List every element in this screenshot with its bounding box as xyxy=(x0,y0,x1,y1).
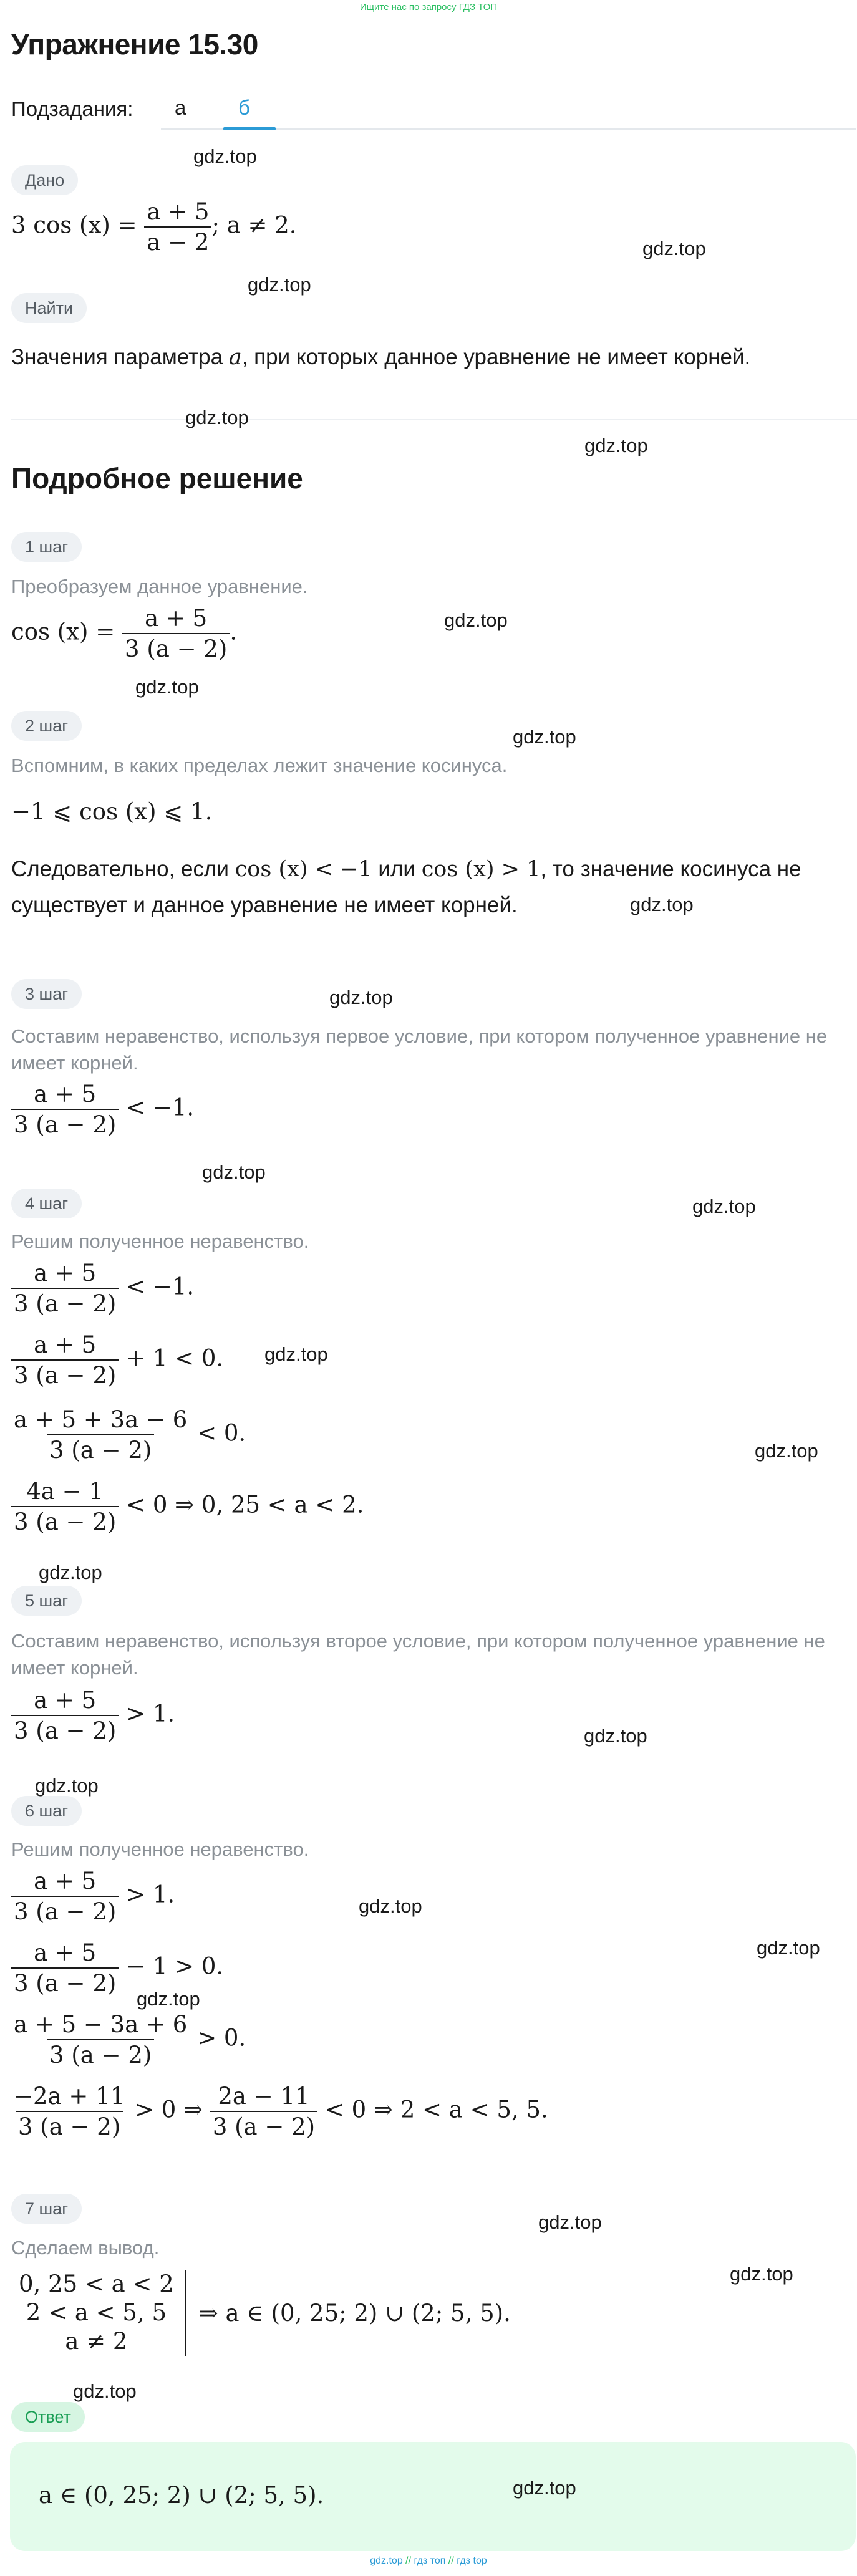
step-1-badge: 1 шаг xyxy=(11,532,82,562)
step-7-caption: Сделаем вывод. xyxy=(11,2237,160,2259)
watermark: gdz.top xyxy=(185,407,249,428)
condition-1: 0, 25 < a < 2 xyxy=(19,2270,174,2297)
find-text: Значения параметра a, при которых данное уравнение не имеет корней. xyxy=(11,345,751,370)
step-6-line-3: $\frac{a + 5 - 3a + 6}{3 (a - 2)}$ > 0. xyxy=(14,2011,246,2068)
step-6-line-2: $\frac{a + 5}{3 (a - 2)}$ − 1 > 0. xyxy=(11,1939,223,1997)
step-5-inequality: $\frac{a + 5}{3 (a - 2)}$ > 1. xyxy=(11,1687,175,1744)
step-1-formula: cos (x) = $\frac{a + 5}{3 (a - 2)}$ . xyxy=(11,605,238,662)
watermark: gdz.top xyxy=(359,1895,422,1917)
page-title: Упражнение 15.30 xyxy=(11,28,258,60)
footer-link-2[interactable]: гдз топ xyxy=(414,2555,446,2566)
watermark: gdz.top xyxy=(202,1161,266,1183)
step-5-badge: 5 шаг xyxy=(11,1586,82,1616)
watermark: gdz.top xyxy=(584,1725,647,1747)
watermark: gdz.top xyxy=(248,274,311,296)
step-4-line-4: $\frac{4a - 1}{3 (a - 2)}$ < 0 ⇒ 0, 25 < a < 2. xyxy=(11,1478,364,1535)
tab-b[interactable]: б xyxy=(238,96,250,119)
given-badge: Дано xyxy=(11,165,78,195)
tab-a[interactable]: а xyxy=(175,96,186,119)
answer-value: a ∈ (0, 25; 2) ∪ (2; 5, 5). xyxy=(39,2482,324,2509)
watermark: gdz.top xyxy=(513,726,576,748)
footer-links: gdz.top // гдз топ // гдз top xyxy=(370,2555,487,2566)
top-note: Ищите нас по запросу ГДЗ ТОП xyxy=(359,2,498,12)
step-2-text: Следовательно, если cos (x) < −1 или cos (x) > 1, то значение косинуса не существует и данное уравнение не имеет корней. xyxy=(11,857,801,917)
step-4-line-2: $\frac{a + 5}{3 (a - 2)}$ + 1 < 0. xyxy=(11,1331,223,1389)
footer-link-1[interactable]: gdz.top xyxy=(370,2555,403,2566)
watermark: gdz.top xyxy=(135,676,199,698)
watermark: gdz.top xyxy=(444,609,508,631)
conclusion-result: ⇒ a ∈ (0, 25; 2) ∪ (2; 5, 5). xyxy=(198,2299,511,2327)
step-2-badge: 2 шаг xyxy=(11,711,82,741)
step-2-range: −1 ⩽ cos (x) ⩽ 1. xyxy=(11,798,213,825)
watermark: gdz.top xyxy=(755,1440,818,1462)
step-4-line-3: $\frac{a + 5 + 3a - 6}{3 (a - 2)}$ < 0. xyxy=(14,1406,246,1464)
step-3-inequality: $\frac{a + 5}{3 (a - 2)}$ < −1. xyxy=(11,1081,194,1138)
step-7-conclusion xyxy=(19,2270,511,2356)
section-divider xyxy=(11,419,857,420)
step-7-badge: 7 шаг xyxy=(11,2194,82,2224)
answer-badge: Ответ xyxy=(11,2402,85,2432)
condition-2: 2 < a < 5, 5 xyxy=(26,2299,167,2326)
watermark: gdz.top xyxy=(137,1988,200,2010)
watermark: gdz.top xyxy=(329,987,393,1008)
footer-link-3[interactable]: гдз top xyxy=(457,2555,487,2566)
watermark: gdz.top xyxy=(73,2380,137,2402)
active-tab-underline xyxy=(223,127,276,130)
watermark: gdz.top xyxy=(39,1561,102,1583)
condition-3: a ≠ 2 xyxy=(65,2328,128,2355)
watermark: gdz.top xyxy=(692,1195,756,1217)
watermark: gdz.top xyxy=(513,2477,576,2499)
given-equation: 3 cos (x) = $\frac{a + 5}{a - 2}$ ; a ≠ 2. xyxy=(11,198,297,256)
find-badge: Найти xyxy=(11,293,87,323)
watermark: gdz.top xyxy=(642,238,706,259)
watermark: gdz.top xyxy=(584,435,648,456)
conditions-system xyxy=(19,2270,186,2356)
step-4-caption: Решим полученное неравенство. xyxy=(11,1230,309,1252)
subtasks-label: Подзадания: xyxy=(11,97,133,120)
step-3-badge: 3 шаг xyxy=(11,979,82,1009)
step-6-line-4: $\frac{-2a + 11}{3 (a - 2)}$ > 0 ⇒ $\frac{2a - 11}{3 (a - 2)}$ < 0 ⇒ 2 < a < 5, 5. xyxy=(14,2083,548,2140)
step-6-caption: Решим полученное неравенство. xyxy=(11,1838,309,1860)
watermark: gdz.top xyxy=(630,894,694,915)
solution-title: Подробное решение xyxy=(11,462,303,494)
step-4-badge: 4 шаг xyxy=(11,1189,82,1218)
step-3-caption: Составим неравенство, используя первое условие, при котором полученное уравнение не имеет корней. xyxy=(11,1025,828,1074)
step-6-badge: 6 шаг xyxy=(11,1796,82,1826)
watermark: gdz.top xyxy=(264,1343,328,1365)
step-4-line-1: $\frac{a + 5}{3 (a - 2)}$ < −1. xyxy=(11,1260,194,1317)
step-6-line-1: $\frac{a + 5}{3 (a - 2)}$ > 1. xyxy=(11,1868,175,1925)
step-1-caption: Преобразуем данное уравнение. xyxy=(11,576,308,597)
watermark: gdz.top xyxy=(757,1937,820,1959)
watermark: gdz.top xyxy=(730,2263,793,2285)
watermark: gdz.top xyxy=(538,2211,602,2233)
watermark: gdz.top xyxy=(35,1775,99,1797)
step-2-caption: Вспомним, в каких пределах лежит значение косинуса. xyxy=(11,755,508,776)
watermark: gdz.top xyxy=(193,145,257,167)
step-5-caption: Составим неравенство, используя второе условие, при котором полученное уравнение не имеет корней. xyxy=(11,1630,825,1679)
